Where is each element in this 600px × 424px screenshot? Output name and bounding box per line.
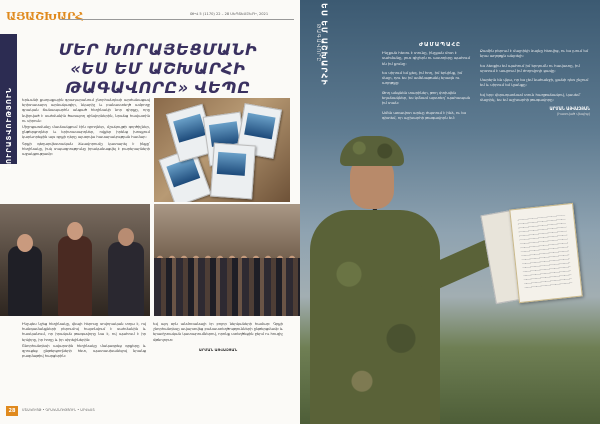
audience-crowd — [154, 258, 300, 316]
poem-stanza: Ես ձեռքիս եմ պահում իմ երդումն ու հավատը, իմ սրտում է ապրում իմ ժողովրդի ցավը: — [480, 62, 580, 73]
person-head — [67, 222, 83, 240]
vertical-title: ԵՍ ԵՄ ԱՇԽԱՐՀԻ — [319, 3, 329, 86]
body-paragraph: Շնորհանդեսի ավարտին հեղինակը մակագրեց գրքերը և զրուցեց ընթերցողների հետ, պատասխանելով նրանց բազմաթիվ հարցերին: — [22, 343, 146, 359]
poem-column-1 — [382, 50, 474, 124]
poem-stanza: Քամին բերում է մայրիկի ձայնը հեռվից, ու ես լսում եմ նրա աղոթքն անլռելի: — [480, 48, 589, 59]
page-footer: ՄՇԱԿՈՒՅԹ • ԳՐԱԿԱՆՈՒԹՅՈՒՆ • ԱՐՎԵՍՏ — [22, 408, 95, 412]
books-photo — [154, 98, 290, 202]
magazine-logo: ԱՅԱՇԽԱՐՀ — [6, 10, 84, 23]
header-rule — [60, 19, 294, 20]
poem-stanza: Թող անցնեն տարիներ, թող փոխվեն եղանակներ, ես կմնամ այստեղ՝ պահապան իմ տան: — [382, 89, 471, 106]
poem-stanza: Սարերն են վկա, որ ես չեմ նահանջի, քանի դեռ շնչում եմ և սիրում եմ կյանքը: — [480, 77, 589, 88]
poem-signature: ԱՐՄԱՆ ԱՅՎԱԶՅԱՆ — [549, 106, 590, 112]
soldier-figure — [310, 210, 440, 424]
certificate-text-lines — [517, 215, 572, 290]
poem-stanza: Ինչքան հեռու է տունը, ինչքան մոտ է սահմանը, լուռ գիշերն ու աստղերը պահում են իմ քունը: — [382, 50, 470, 66]
body-paragraph: Ինչպես նշեց հեղինակը, վեպի հերոսը սովորական տղա է, ով հանգամանքների բերումով հայտնվում է սահմանին և հասկանում, որ իրական թագավորը նա է, ով պահում է իր երկիրը, իր հողը և իր սիրելիներին: — [22, 322, 146, 342]
intro-paragraph: Գրքի գեղարվեստական ձևավորումը կատարել է ինքը՝ հեղինակը, իսկ տպագրությունը իրականացվել է բարերարների աջակցությամբ: — [22, 141, 150, 157]
article-headline — [22, 40, 294, 97]
speakers-photo — [0, 204, 150, 316]
section-tag: ԼՈՒՐԱՏՎՈՒԹՅՈՒՆ — [5, 87, 13, 169]
headline-line-1: ՄԵՐ ԽՈՐԱՅԵՑՄԱՆԻ — [58, 40, 258, 59]
person-figure — [108, 242, 144, 316]
person-head — [17, 234, 33, 252]
poem-stanza: Ամեն առավոտ արևը ժպտում է ինձ, ու ես գիտեմ, որ աշխարհի թագավորն եմ: — [382, 109, 467, 120]
intro-paragraph: Միջոցառմանը մասնակցում էին գրողներ, մշակույթի գործիչներ, ընթերցողներ և երիտասարդներ, ովքեր իրենց խոսքում կարևորեցին այս գրքի դերը այսօրվա հասարակության համար: — [22, 125, 150, 140]
right-page — [300, 0, 600, 424]
issue-info: ԹԻՎ 5 (1170) 22 – 28 ՍԵՊՏԵՄԲԵՐԻ, 2021 — [190, 12, 269, 16]
vertical-subtitle: ԹԱԳԱՎՈՐԸ — [315, 23, 321, 63]
headline-line-2: «ԵՍ ԵՄ ԱՇԽԱՐՀԻ ԹԱԳԱՎՈՐԸ» ՎԵՊԸ — [65, 59, 251, 97]
person-figure — [8, 246, 42, 316]
poem-signature-note: (հատված վեպից) — [557, 111, 590, 116]
page-number: 28 — [6, 406, 18, 416]
audience-photo — [154, 204, 300, 316]
bottom-column-2 — [153, 322, 283, 352]
intro-paragraph: Երևանի քաղաքային գրադարանում շնորհանդեսի արժանացավ երիտասարդ արձակագիր, նկարիչ և բանաստեղծ ամբողջ գրական ճանապարհն անցած հեղինակի նոր գիրքը, որը նվիրված է սահմանին ծառայող զինվորներին, նրանց հավատին ու սիրուն: — [22, 98, 150, 123]
section-band — [0, 34, 17, 169]
poem-stanza: Ես սիրում եմ քեզ, իմ հող, իմ երկինք, իմ մայր, դու ես իմ ամենաթանկ երազն ու աղոթքը: — [382, 69, 463, 86]
bottom-column-1 — [22, 322, 146, 360]
poem-title: ԺԱՄԱՊԱՀԸ — [418, 42, 462, 48]
person-head — [118, 228, 134, 246]
book-cover — [210, 143, 256, 200]
soldier-cap — [340, 136, 404, 166]
person-figure — [58, 236, 92, 316]
article-signature: ԱՐՄԱՆ ԱՅՎԱԶՅԱՆ — [198, 346, 238, 352]
body-paragraph: Եվ այդ օրն անմոռանալի էր բոլոր ներկաների համար: Գրքի շնորհանդեսը ավարտվեց բանաստեղծությունների ընթերցմամբ և երաժշտական կատարումներով, որոնք ստեղծեցին ջերմ ու հուզիչ մթնոլորտ: — [153, 322, 283, 342]
intro-column — [22, 98, 150, 158]
poem-stanza: Եվ երբ վերադառնամ տուն հաղթանակով, կասեմ՝ մայրիկ, ես եմ աշխարհի թագավորը: — [480, 91, 581, 103]
certificate-document — [509, 203, 582, 303]
poem-column-2 — [480, 48, 590, 117]
